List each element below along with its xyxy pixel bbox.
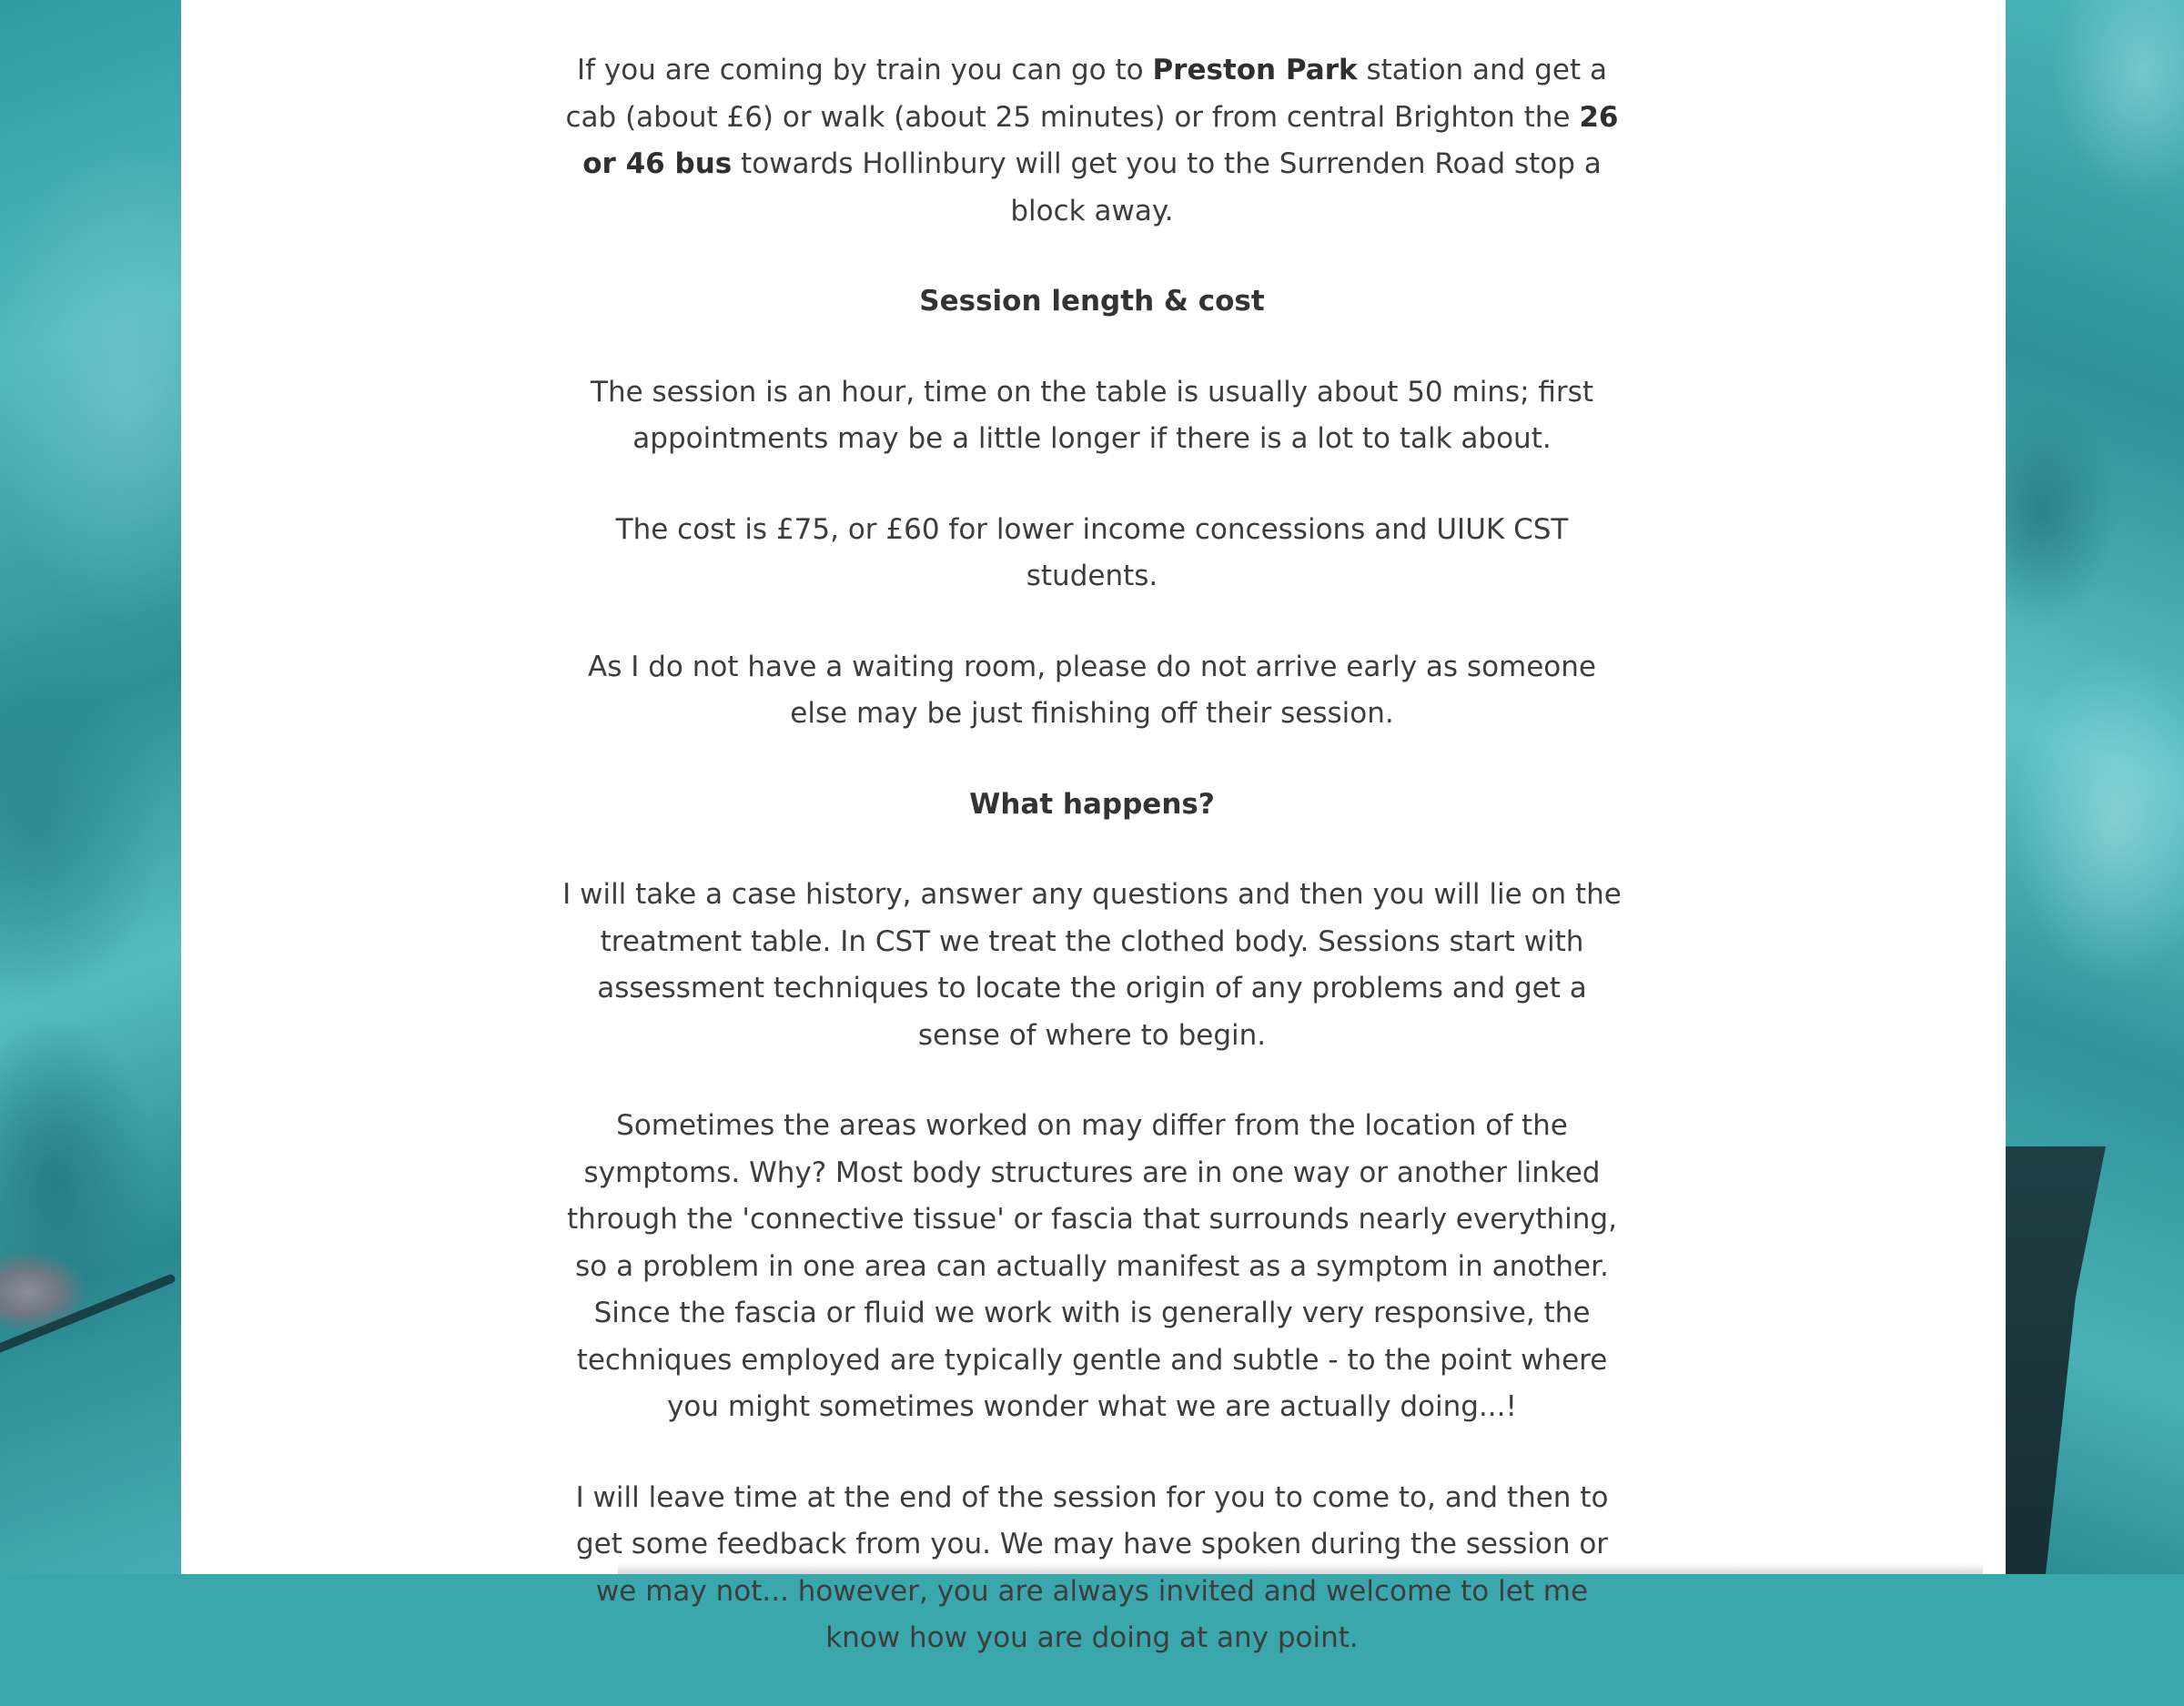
background-image-right <box>2006 0 2184 1574</box>
cost-paragraph: The cost is £75, or £60 for lower income concessions and UIUK CST students. <box>615 512 1569 592</box>
background-decoration <box>0 1273 177 1357</box>
feedback-paragraph: I will leave time at the end of the session for you to come to, and then to get some feedback from you. We may have spoken during the session or we may not... however, you are always invited and welcome to let me know how you are doing at any point. <box>575 1480 1609 1654</box>
article-text-column <box>555 47 1629 1706</box>
bus-numbers: 26 or 46 bus <box>582 100 1619 180</box>
session-heading: Session length & cost <box>919 285 1265 318</box>
travel-paragraph <box>555 47 1629 235</box>
background-decoration <box>2006 1146 2106 1574</box>
travel-text: towards Hollinbury will get you to the Surrenden Road stop a block away. <box>732 147 1602 227</box>
session-length-paragraph: The session is an hour, time on the table is usually about 50 mins; first appointments may be a little longer if there is a lot to talk about. <box>591 375 1593 455</box>
travel-text: station and get a cab (about £6) or walk (about 25 minutes) or from central Brighton the <box>565 54 1607 134</box>
what-happens-heading: What happens? <box>969 787 1215 821</box>
areas-paragraph: Sometimes the areas worked on may differ from the location of the symptoms. Why? Most body structures are in one way or another linked through the 'connective tissue' or fascia that surrounds nearly everything, so a problem in one area can actually manifest as a symptom in another. Since the fascia or fluid we work with is generally very responsive, the techniques employed are typically gentle and subtle - to the point where you might sometimes wonder what we are actually doing...! <box>567 1109 1617 1423</box>
what-happens-paragraph: I will take a case history, answer any questions and then you will lie on the treatment table. In CST we treat the clothed body. Sessions start with assessment techniques to locate the origin of any problems and get a sense of where to begin. <box>562 878 1622 1052</box>
travel-text: If you are coming by train you can go to <box>577 54 1153 86</box>
background-image-left <box>0 0 181 1574</box>
station-name: Preston Park <box>1152 54 1358 86</box>
content-panel <box>181 0 2006 1654</box>
bottom-shadow <box>618 1563 1983 1574</box>
waiting-room-paragraph: As I do not have a waiting room, please do not arrive early as someone else may be just finishing off their session. <box>588 650 1596 730</box>
